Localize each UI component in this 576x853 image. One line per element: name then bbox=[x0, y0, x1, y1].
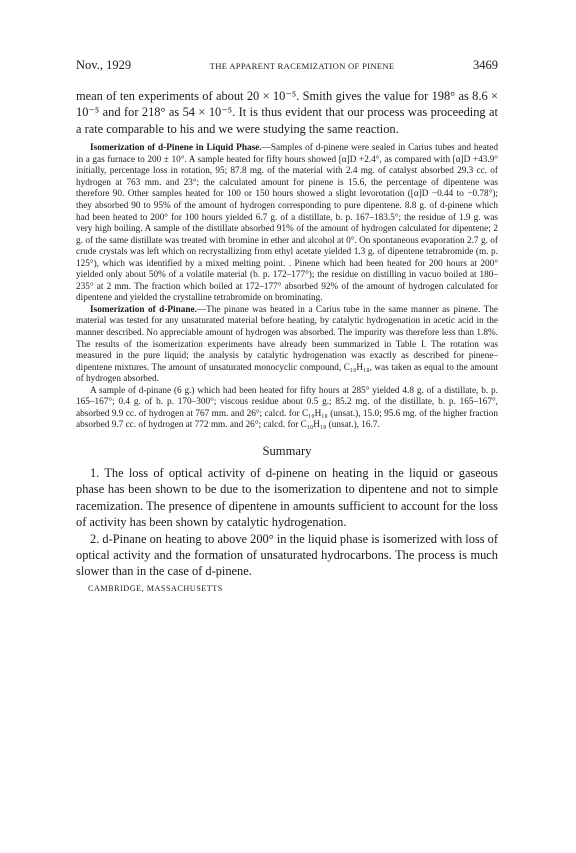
section-heading: Isomerization of d-Pinane. bbox=[90, 304, 197, 315]
summary-point: 2. d-Pinane on heating to above 200° in the liquid phase is isomerized with loss of optical activity and the formation of unsaturated hydrocarbons. The process is much slower than in the case of d-pinene. bbox=[76, 531, 498, 579]
running-header bbox=[76, 58, 498, 73]
section-pinene-liquid bbox=[76, 143, 498, 305]
section-text: —The pinane was heated in a Carius tube in the same manner as pinene. The material was tested for any unsaturated material before heating, by catalytic hydrogenation in acetic acid in the manner described. No appreciable amount of hydrogen was absorbed. The impurity was therefore less than 1.8%. The results of the isomerization experiments have already been summarized in Table I. The rotation was measured in the pure liquid; the analysis by catalytic hydrogenation was exactly as described for pinene–dipentene mixtures. The amount of unsaturated monocyclic compound, C₁₀H₁₈, was taken as equal to the amount of hydrogen absorbed. bbox=[76, 304, 499, 385]
section-heading: Isomerization of d-Pinene in Liquid Phase. bbox=[90, 143, 262, 154]
lead-paragraph: mean of ten experiments of about 20 × 10⁻⁵. Smith gives the value for 198° as 8.6 × 10⁻⁵ and for 218° as 54 × 10⁻⁵. It is thus evident that our process was proceeding at a rate comparable to his and we were studying the same reaction. bbox=[76, 89, 498, 136]
header-title: THE APPARENT RACEMIZATION OF PINENE bbox=[209, 61, 395, 71]
summary-point: 1. The loss of optical activity of d-pinene on heating in the liquid or gaseous phase has been shown to be due to the isomerization to dipentene and not to simple racemization. The presence of dipentene in amounts sufficient to account for the loss of activity has been shown by catalytic hydrogenation. bbox=[76, 465, 498, 530]
experiment-paragraph: A sample of d-pinane (6 g.) which had been heated for fifty hours at 285° yielded 4.8 g. of a distillate, b. p. 165–167°; 0.4 g. of b. p. 170–300°; viscous residue about 0.5 g.; 85.2 mg. of the distillate, b. p. 165–167°, absorbed 9.9 cc. of hydrogen at 767 mm. and 26°; calcd. for C₁₀H₁₈ (unsat.), 15.0; 95.6 mg. of the higher fraction absorbed 9.7 cc. of hydrogen at 772 mm. and 26°; calcd. for C₁₀H₁₈ (unsat.), 16.7. bbox=[76, 385, 498, 431]
section-pinane bbox=[76, 305, 498, 386]
affiliation: CAMBRIDGE, MASSACHUSETTS bbox=[88, 583, 223, 593]
header-date: Nov., 1929 bbox=[76, 58, 132, 72]
summary-heading: Summary bbox=[262, 443, 312, 458]
section-text: —Samples of d-pinene were sealed in Carius tubes and heated in a gas furnace to 200 ± 10°. A sample heated for fifty hours showed [α]D +2.4°, as compared with [α]D +43.9° initially, percentage loss in rotation, 95; 87.8 mg. of the material with 2.4 mg. of catalyst absorbed 29.3 cc. of hydrogen at 763 mm. and 23°; the calculated amount for pinene is 15.6, the percentage of dipentene was therefore 90. Other samples heated for 100 or 150 hours showed a slight levorotation ([α]D −0.44 to −0.78°); they absorbed 90 to 95% of the amount of hydrogen corresponding to pure dipentene. 8.8 g. of d-pinene which had been heated to 200° for 100 hours yielded 6.7 g. of a distillate, b. p. 167–183.5°; the residue of 1.9 g. was very high boiling. A sample of the distillate absorbed 91% of the amount of hydrogen calculated for dipentene; 2 g. of the same distillate was treated with bromine in ether and alcohol at 0°. On spontaneous evaporation 2.7 g. of crude crystals was left which on recrystallizing from ethyl acetate yielded 1.3 g. of dipentene tetrabromide (m. p. 125°), which was identified by a mixed melting point. . Pinene which had been heated for 200 hours at 200° yielded only about 50% of a volatile material (b. p. 172–177°); the residue on distilling in vacuo boiled at 180–235° at 2 mm. The fraction which boiled at 172–177° absorbed 92% of the amount of hydrogen calculated for dipentene and yielded the crystalline tetrabromide on brominating. bbox=[76, 143, 498, 304]
page-number: 3469 bbox=[473, 58, 498, 72]
